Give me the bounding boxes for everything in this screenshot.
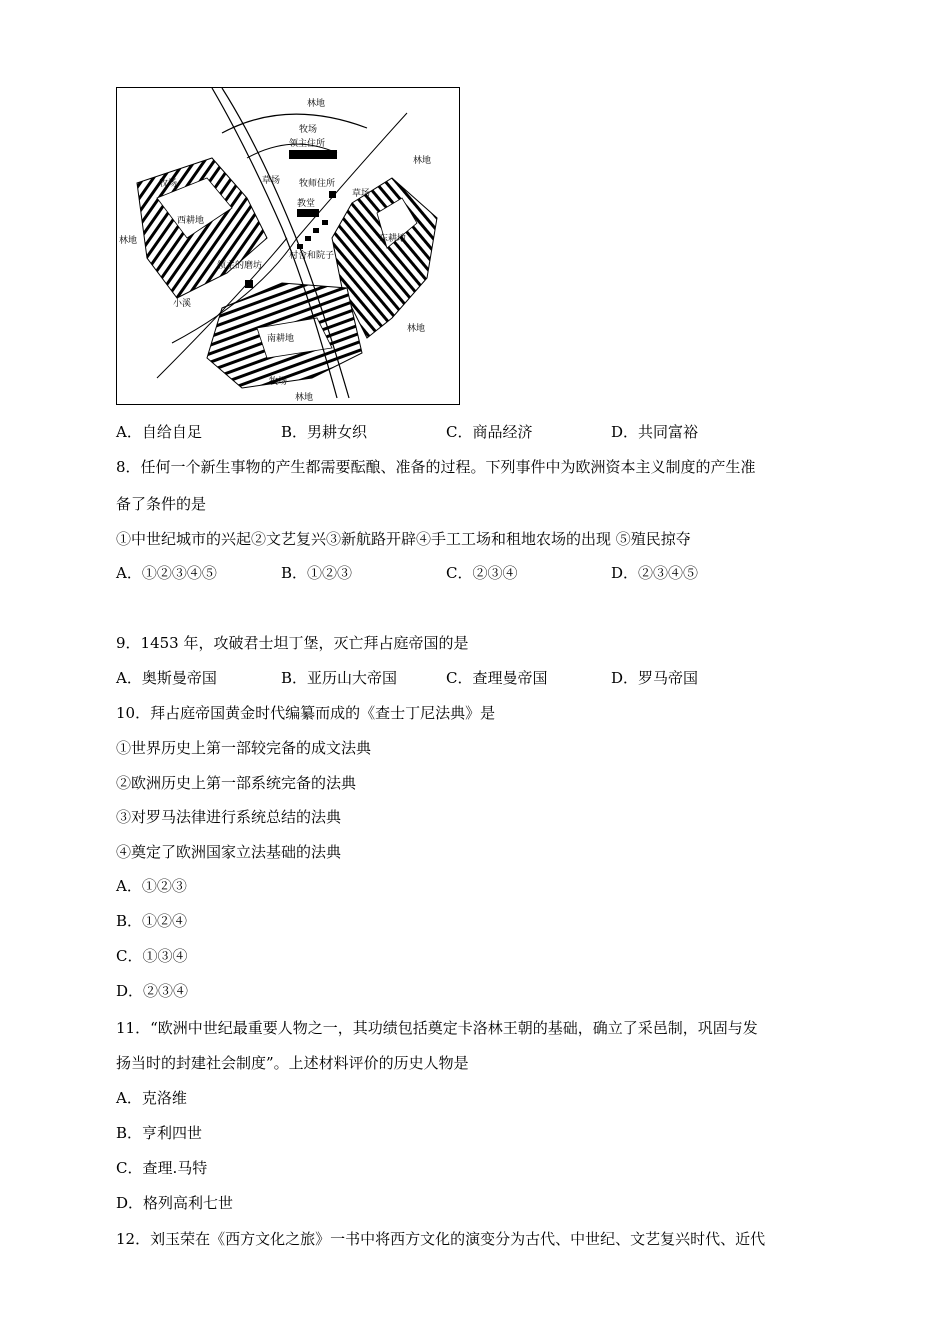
- q7-option-a: A．自给自足: [116, 423, 202, 441]
- q10-stem: 10．拜占庭帝国黄金时代编纂而成的《查士丁尼法典》是: [116, 704, 496, 722]
- manor-map-drawing: [117, 88, 461, 406]
- q11-option-a: A．克洛维: [116, 1089, 187, 1107]
- q9-stem: 9．1453 年，攻破君士坦丁堡，灭亡拜占庭帝国的是: [116, 634, 469, 652]
- label-east-field: 东耕地: [379, 234, 407, 244]
- q12-stem-line1: 12．刘玉荣在《西方文化之旅》一书中将西方文化的演变分为古代、中世纪、文艺复兴时代、近代: [116, 1230, 766, 1248]
- q8-option-d: D．②③④⑤: [611, 564, 699, 582]
- label-church: 教堂: [297, 199, 316, 209]
- q9-option-c: C．查理曼帝国: [446, 669, 548, 687]
- label-west-field: 西耕地: [177, 216, 205, 226]
- q11-option-b: B．亨利四世: [116, 1124, 203, 1142]
- label-forest-top: 林地: [307, 99, 326, 109]
- label-pasture-top: 牧场: [299, 125, 318, 135]
- q10-item-3: ③对罗马法律进行系统总结的法典: [116, 808, 342, 826]
- label-forest-right: 林地: [413, 156, 432, 166]
- q11-option-d: D．格列高利七世: [116, 1194, 234, 1212]
- q7-option-b: B．男耕女织: [281, 423, 368, 441]
- q8-stem-line1: 8．任何一个新生事物的产生都需要酝酿、准备的过程。下列事件中为欧洲资本主义制度的产生准: [116, 458, 756, 476]
- q10-option-b: B．①②④: [116, 912, 188, 930]
- label-meadow-left: 草场: [262, 176, 281, 186]
- q8-option-b: B．①②③: [281, 564, 353, 582]
- q11-stem-line2: 扬当时的封建社会制度”。上述材料评价的历史人物是: [116, 1054, 469, 1072]
- q10-item-4: ④奠定了欧洲国家立法基础的法典: [116, 843, 342, 861]
- q8-stem-line2: 备了条件的是: [116, 495, 207, 513]
- label-village-houses: 村舍和院子: [289, 251, 335, 261]
- q8-items: ①中世纪城市的兴起②文艺复兴③新航路开辟④手工工场和租地农场的出现 ⑤殖民掠夺: [116, 530, 691, 548]
- label-pasture-bottom: 牧场: [269, 377, 288, 387]
- q10-option-c: C．①③④: [116, 947, 188, 965]
- label-stream: 小溪: [173, 299, 192, 309]
- manor-map-figure: [116, 87, 460, 405]
- label-forest-bottom: 林地: [295, 393, 314, 403]
- label-pasture-left: 牧场: [159, 179, 178, 189]
- q8-option-a: A．①②③④⑤: [116, 564, 217, 582]
- q10-option-d: D．②③④: [116, 982, 189, 1000]
- q7-option-d: D．共同富裕: [611, 423, 699, 441]
- q7-option-c: C．商品经济: [446, 423, 533, 441]
- q10-item-1: ①世界历史上第一部较完备的成文法典: [116, 739, 372, 757]
- q9-option-d: D．罗马帝国: [611, 669, 699, 687]
- q8-option-c: C．②③④: [446, 564, 518, 582]
- q10-option-a: A．①②③: [116, 877, 187, 895]
- q9-option-a: A．奥斯曼帝国: [116, 669, 217, 687]
- label-lord-mill: 领主的磨坊: [217, 261, 263, 271]
- q11-option-c: C．查理.马特: [116, 1159, 208, 1177]
- label-forest-left: 林地: [119, 236, 138, 246]
- label-meadow-right: 草场: [352, 189, 371, 199]
- label-lord-residence: 领主住所: [289, 139, 326, 149]
- q9-option-b: B．亚历山大帝国: [281, 669, 398, 687]
- label-pastor-residence: 牧师住所: [299, 179, 336, 189]
- q11-stem-line1: 11．“欧洲中世纪最重要人物之一，其功绩包括奠定卡洛林王朝的基础，确立了采邑制，巩固与发: [116, 1019, 758, 1037]
- q10-item-2: ②欧洲历史上第一部系统完备的法典: [116, 774, 357, 792]
- label-south-field: 南耕地: [267, 334, 295, 344]
- label-forest-right-lower: 林地: [407, 324, 426, 334]
